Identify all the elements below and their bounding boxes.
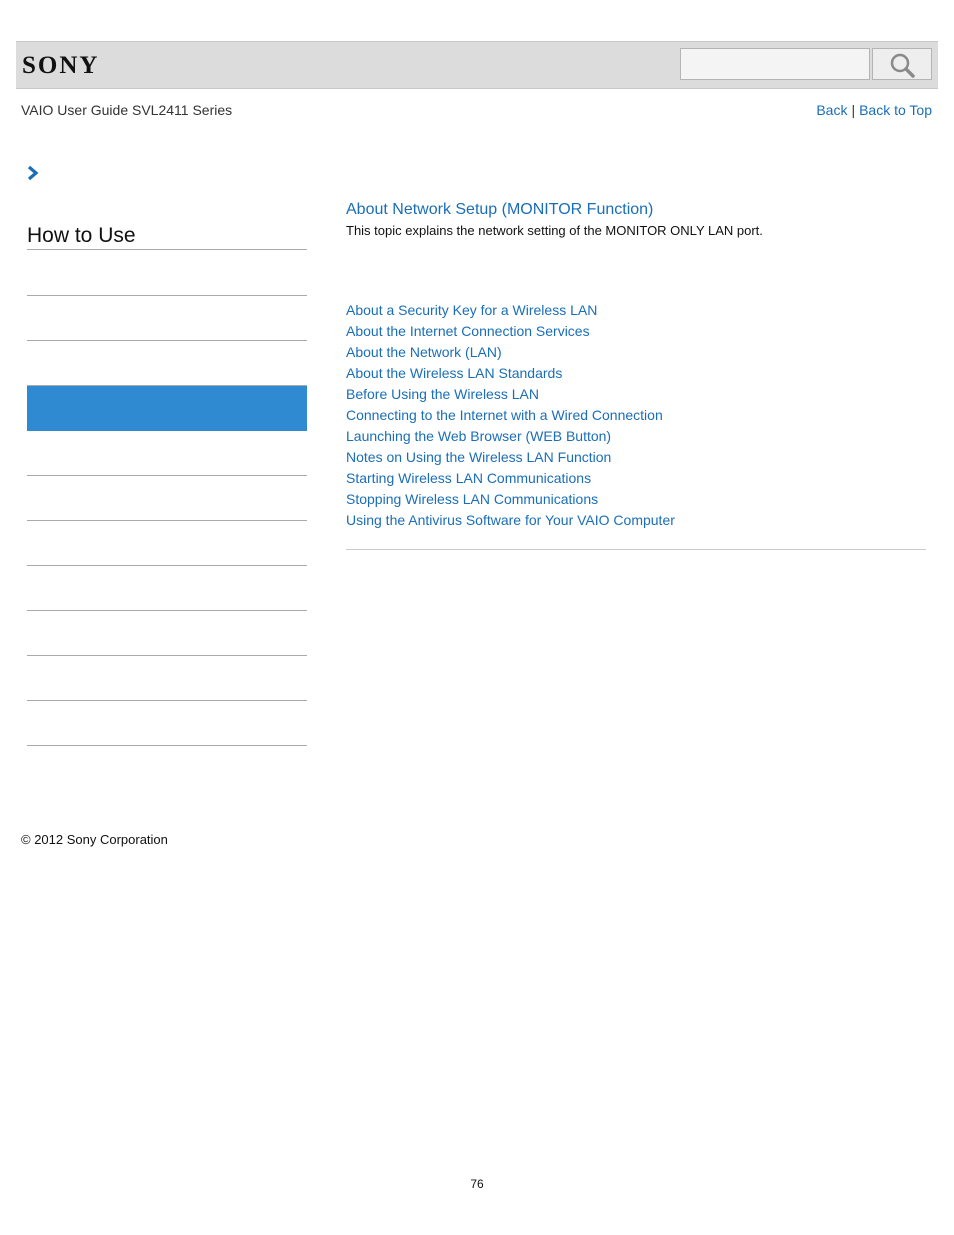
main-content (346, 200, 926, 528)
sony-logo[interactable]: SONY (22, 52, 100, 79)
list-item (346, 321, 675, 342)
search-button[interactable] (872, 48, 932, 80)
related-link[interactable]: About the Wireless LAN Standards (346, 365, 563, 381)
sidebar-item-3[interactable] (27, 341, 307, 386)
magnifier-icon (889, 52, 915, 78)
related-link[interactable]: About the Network (LAN) (346, 344, 502, 360)
sidebar-item-6[interactable] (27, 476, 307, 521)
list-item (346, 363, 675, 384)
list-item (346, 405, 675, 426)
related-topics-list (346, 300, 675, 531)
nav-separator: | (851, 102, 856, 118)
list-item (346, 447, 675, 468)
content-divider (346, 549, 926, 550)
top-navigation (816, 102, 932, 118)
back-link[interactable]: Back (816, 102, 848, 118)
list-item (346, 426, 675, 447)
related-link[interactable]: Notes on Using the Wireless LAN Function (346, 449, 612, 465)
sidebar-item-9[interactable] (27, 611, 307, 656)
sidebar-item-1[interactable] (27, 250, 307, 296)
related-link[interactable]: Stopping Wireless LAN Communications (346, 491, 599, 507)
copyright: © 2012 Sony Corporation (21, 832, 168, 847)
sidebar (27, 222, 307, 746)
list-item (346, 489, 675, 510)
search-input[interactable] (680, 48, 870, 80)
sidebar-item-2[interactable] (27, 296, 307, 341)
sidebar-item-11[interactable] (27, 701, 307, 746)
sidebar-item-5[interactable] (27, 431, 307, 476)
back-to-top-link[interactable]: Back to Top (859, 102, 932, 118)
related-link[interactable]: About a Security Key for a Wireless LAN (346, 302, 598, 318)
breadcrumb (26, 165, 40, 186)
list-item (346, 342, 675, 363)
guide-title: VAIO User Guide SVL2411 Series (21, 102, 233, 118)
list-item (346, 300, 675, 321)
page-number: 76 (470, 1177, 484, 1191)
related-link[interactable]: About the Internet Connection Services (346, 323, 590, 339)
list-item (346, 468, 675, 489)
related-link[interactable]: Starting Wireless LAN Communications (346, 470, 592, 486)
related-link[interactable]: Before Using the Wireless LAN (346, 386, 539, 402)
chevron-right-icon[interactable] (26, 165, 40, 181)
topic-description: This topic explains the network setting of the MONITOR ONLY LAN port. (346, 223, 763, 238)
sidebar-item-10[interactable] (27, 656, 307, 701)
sidebar-item-8[interactable] (27, 566, 307, 611)
list-item (346, 384, 675, 405)
sidebar-item-7[interactable] (27, 521, 307, 566)
header-bar (16, 41, 938, 89)
related-link[interactable]: Using the Antivirus Software for Your VAIO Computer (346, 512, 675, 528)
related-link[interactable]: Connecting to the Internet with a Wired Connection (346, 407, 663, 423)
topic-title-link[interactable]: About Network Setup (MONITOR Function) (346, 201, 654, 218)
related-link[interactable]: Launching the Web Browser (WEB Button) (346, 428, 612, 444)
sidebar-item-4-active[interactable] (27, 386, 307, 431)
list-item (346, 510, 675, 531)
sidebar-heading: How to Use (27, 222, 307, 250)
